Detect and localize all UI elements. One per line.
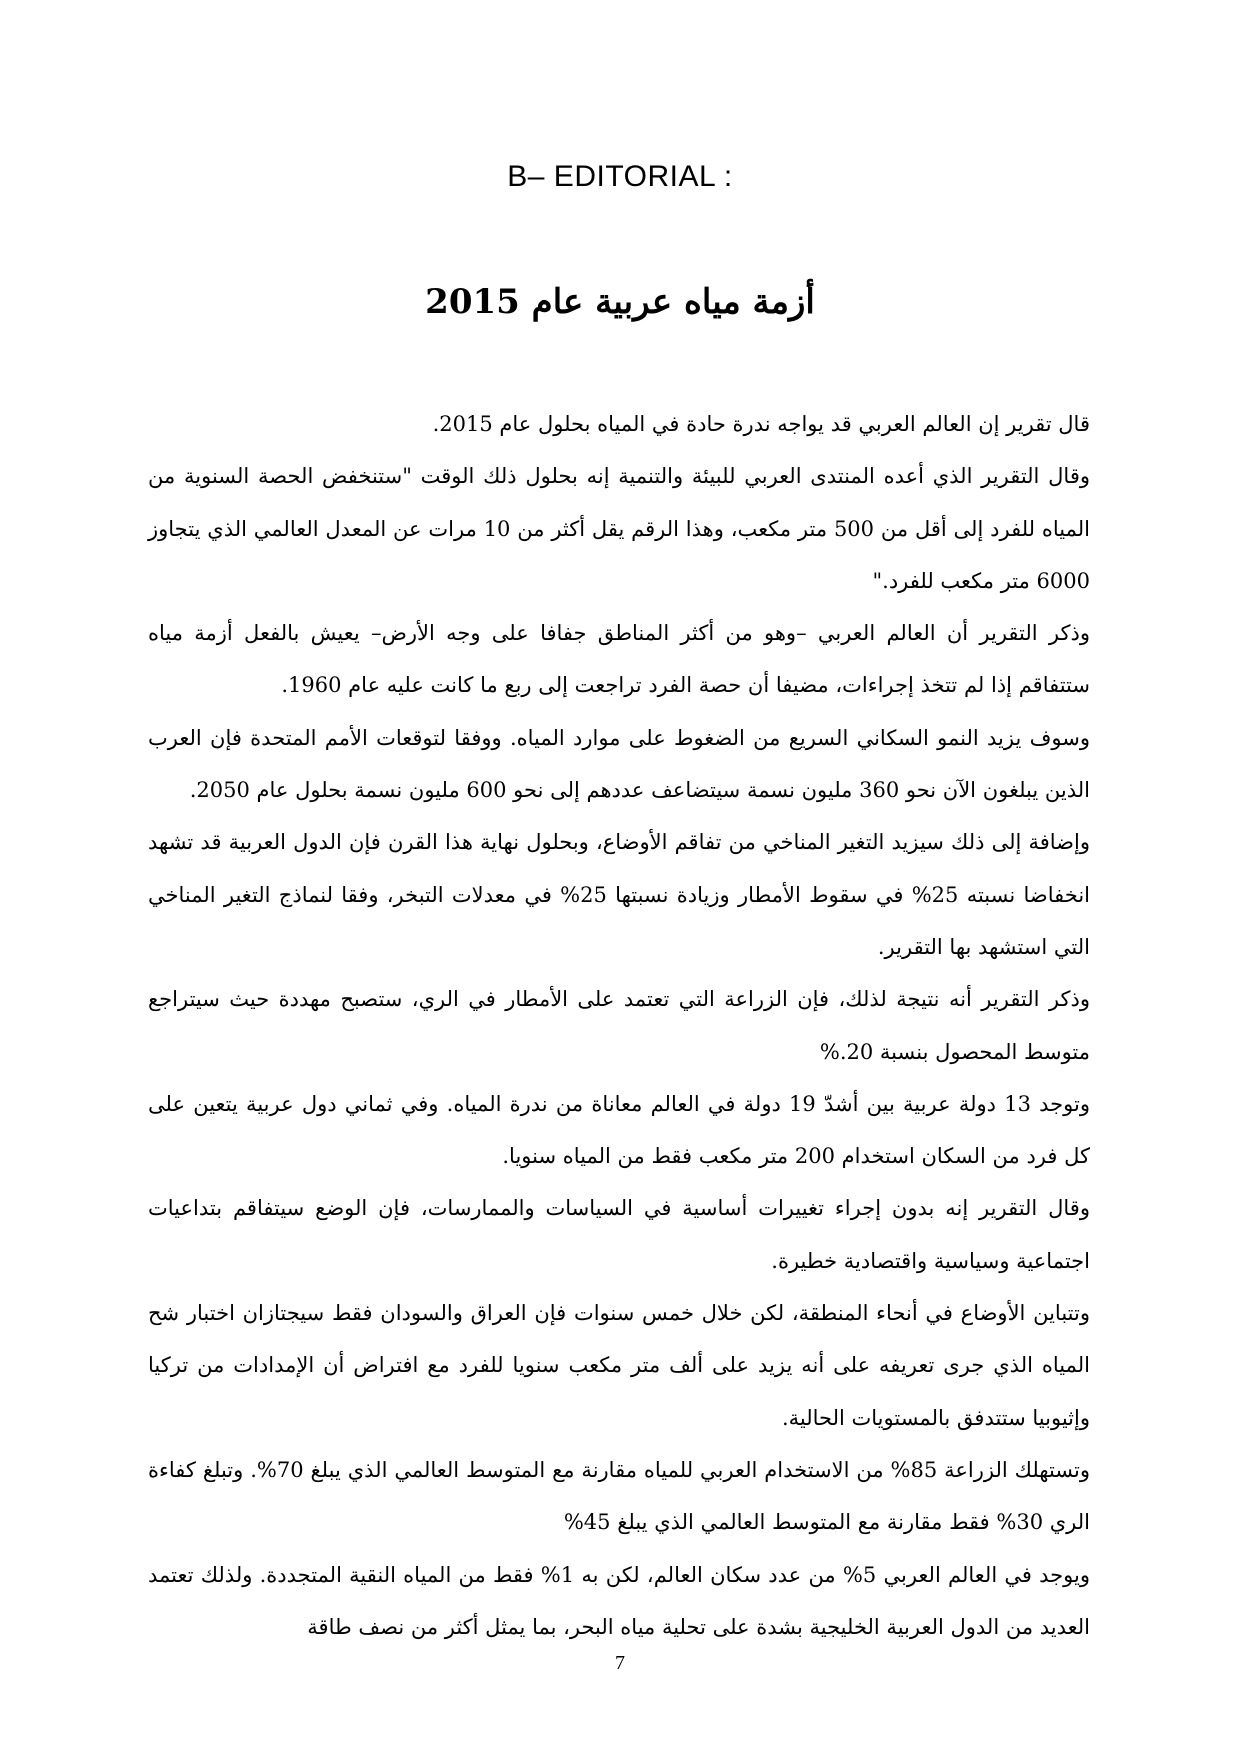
article-title: أزمة مياه عربية عام 2015 <box>425 282 815 322</box>
paragraph: وإضافة إلى ذلك سيزيد التغير المناخي من تفاقم الأوضاع، وبحلول نهاية هذا القرن فإن الدول العربية قد تشهد انخفاضا نسبته 25% في سقوط الأمطار وزيادة نسبتها 25% في معدلات التبخر، وفقا لنماذج التغير المناخي التي استشهد بها التقرير. <box>148 830 1090 959</box>
section-heading: B– EDITORIAL : <box>507 160 733 193</box>
paragraph: وذكر التقرير أنه نتيجة لذلك، فإن الزراعة التي تعتمد على الأمطار في الري، ستصبح مهددة حيث سيتراجع متوسط المحصول بنسبة 20.% <box>148 987 1090 1064</box>
paragraph: وسوف يزيد النمو السكاني السريع من الضغوط على موارد المياه. ووفقا لتوقعات الأمم المتحدة فإن العرب الذين يبلغون الآن نحو 360 مليون نسمة سيتضاعف عددهم إلى نحو 600 مليون نسمة بحلول عام 2050. <box>148 725 1090 803</box>
paragraph: وتتباين الأوضاع في أنحاء المنطقة، لكن خلال خمس سنوات فإن العراق والسودان فقط سيجتازان اختبار شح المياه الذي جرى تعريفه على أنه يزيد على ألف متر مكعب سنويا للفرد مع افتراض أن الإمدادات من تركيا وإثيوبيا ستتدفق بالمستويات الحالية. <box>148 1301 1090 1430</box>
paragraph: وذكر التقرير أن العالم العربي –وهو من أكثر المناطق جفافا على وجه الأرض– يعيش بالفعل أزمة مياه ستتفاقم إذا لم تتخذ إجراءات، مضيفا أن حصة الفرد تراجعت إلى ربع ما كانت عليه عام 1960. <box>148 621 1090 698</box>
paragraph: قال تقرير إن العالم العربي قد يواجه ندرة حادة في المياه بحلول عام 2015. <box>432 412 1090 436</box>
paragraph: وتوجد 13 دولة عربية بين أشدّ 19 دولة في العالم معاناة من ندرة المياه. وفي ثماني دول عربية يتعين على كل فرد من السكان استخدام 200 متر مكعب فقط من المياه سنويا. <box>148 1091 1090 1169</box>
paragraph: ويوجد في العالم العربي 5% من عدد سكان العالم، لكن به 1% فقط من المياه النقية المتجددة. ولذلك تعتمد العديد من الدول العربية الخليجية بشدة على تحلية مياه البحر، بما يمثل أكثر من نصف طاقة <box>148 1562 1090 1639</box>
paragraph: وقال التقرير الذي أعده المنتدى العربي للبيئة والتنمية إنه بحلول ذلك الوقت "ستنخفض الحصة السنوية من المياه للفرد إلى أقل من 500 متر مكعب، وهذا الرقم يقل أكثر من 10 مرات عن المعدل العالمي الذي يتجاوز 6000 متر مكعب للفرد." <box>148 464 1090 593</box>
article-body <box>148 398 1090 1653</box>
paragraph: وقال التقرير إنه بدون إجراء تغييرات أساسية في السياسات والممارسات، فإن الوضع سيتفاقم بتداعيات اجتماعية وسياسية واقتصادية خطيرة. <box>148 1196 1090 1273</box>
paragraph: وتستهلك الزراعة 85% من الاستخدام العربي للمياه مقارنة مع المتوسط العالمي الذي يبلغ 70%. وتبلغ كفاءة الري 30% فقط مقارنة مع المتوسط العالمي الذي يبلغ 45% <box>148 1457 1091 1535</box>
page-number: 7 <box>615 1652 625 1674</box>
